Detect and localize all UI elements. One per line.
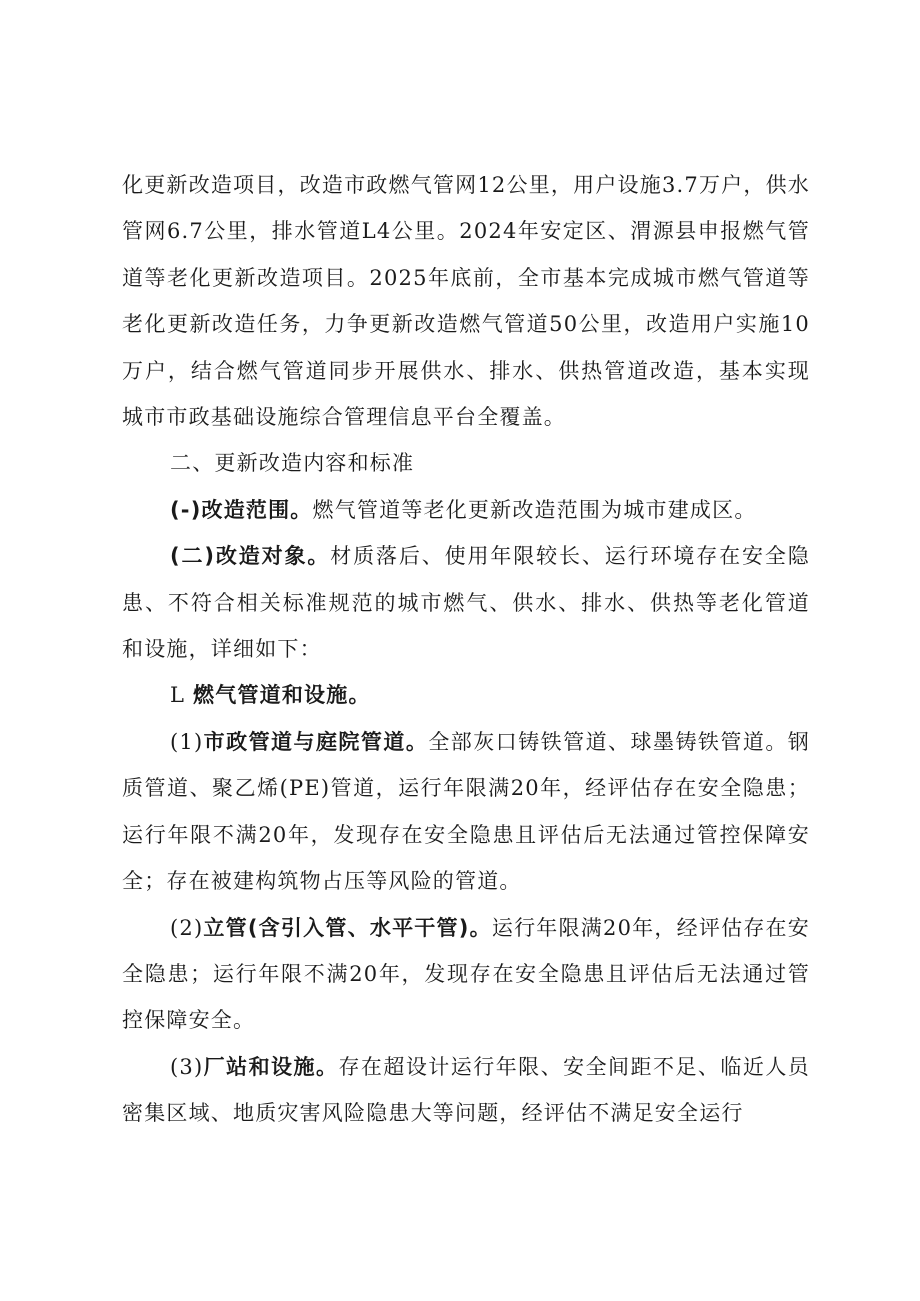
item2-number: (2) xyxy=(170,915,204,940)
item2-label: 立管(含引入管、水平干管)。 xyxy=(203,915,492,940)
item2-text: 运行年限满20年，经评估存在安全隐患；运行年限不满20年，发现存在安全隐患且评估后无法通过管控保障安全。 xyxy=(122,915,810,1033)
item1-label: 市政管道与庭院管道。 xyxy=(203,729,429,754)
paragraph-item-1 xyxy=(122,719,810,905)
section-heading-2 xyxy=(122,440,810,486)
paragraph-gas-heading xyxy=(122,672,810,718)
paragraph-target xyxy=(122,533,810,672)
item3-number: (3) xyxy=(170,1054,204,1079)
document-body xyxy=(122,162,810,1137)
item1-text: 全部灰口铸铁管道、球墨铸铁管道。钢质管道、聚乙烯(PE)管道，运行年限满20年，经评估存在安全隐患；运行年限不满20年，发现存在安全隐患且评估后无法通过管控保障安全；存在被建构筑物占压等风险的管道。 xyxy=(122,729,810,894)
gas-number: L xyxy=(170,683,186,708)
section-heading-text: 二、更新改造内容和标准 xyxy=(170,451,415,476)
paragraph-item-2 xyxy=(122,905,810,1044)
item3-text: 存在超设计运行年限、安全间距不足、临近人员密集区域、地质灾害风险隐患大等问题，经评估不满足安全运行 xyxy=(122,1054,810,1126)
overview-text: 化更新改造项目，改造市政燃气管网12公里，用户设施3.7万户，供水管网6.7公里，排水管道L4公里。2024年安定区、渭源县申报燃气管道等老化更新改造项目。2025年底前，全市基本完成城市燃气管道等老化更新改造任务，力争更新改造燃气管道50公里，改造用户实施10万户，结合燃气管道同步开展供水、排水、供热管道改造，基本实现城市市政基础设施综合管理信息平台全覆盖。 xyxy=(122,173,810,430)
gas-label: 燃气管道和设施。 xyxy=(193,683,371,708)
scope-text: 燃气管道等老化更新改造范围为城市建成区。 xyxy=(312,497,757,522)
item3-label: 厂站和设施。 xyxy=(203,1054,339,1079)
target-text: 材质落后、使用年限较长、运行环境存在安全隐患、不符合相关标准规范的城市燃气、供水、排水、供热等老化管道和设施，详细如下： xyxy=(122,544,811,662)
scope-label: (-)改造范围。 xyxy=(170,497,313,522)
paragraph-scope xyxy=(122,487,810,533)
target-label: (二)改造对象。 xyxy=(170,544,331,569)
paragraph-item-3 xyxy=(122,1044,810,1137)
item1-number: (1) xyxy=(170,729,204,754)
paragraph-overview xyxy=(122,162,810,440)
